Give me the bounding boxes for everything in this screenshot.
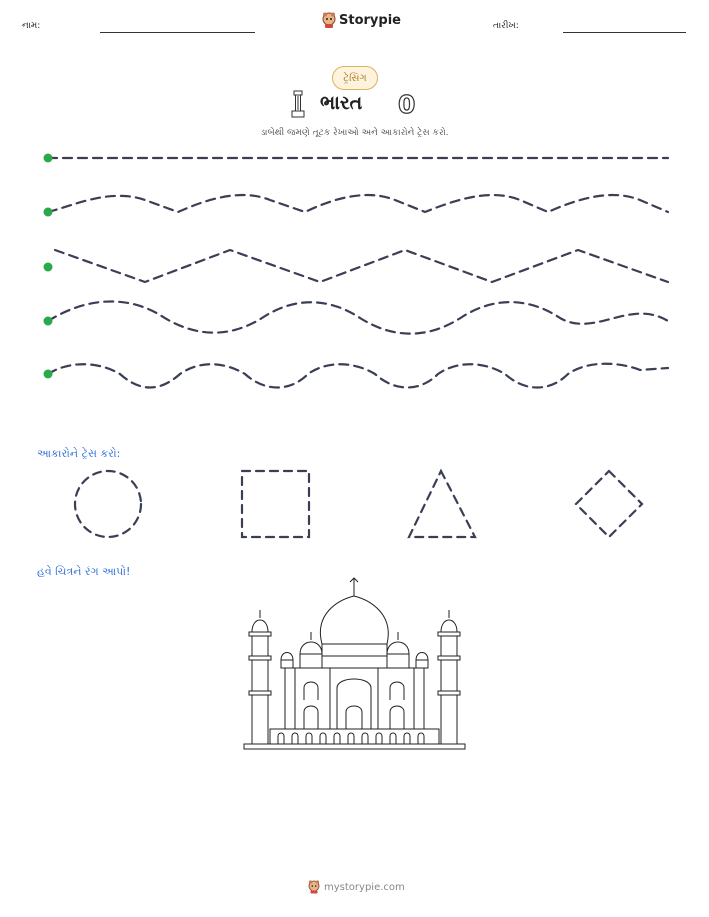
date-label: તારીખ: xyxy=(493,21,519,31)
footer xyxy=(308,880,405,894)
taj-mahal-illustration[interactable] xyxy=(244,578,465,749)
tracing-badge: ટ્રેસિંગ xyxy=(332,66,378,90)
trace-letter: 0 xyxy=(398,90,416,119)
footer-mascot-icon xyxy=(308,880,320,894)
name-label: નામ: xyxy=(22,21,41,31)
shapes-section-title: આકારોને ટ્રેસ કરો: xyxy=(37,447,121,460)
brand-name: Storypie xyxy=(339,12,401,28)
instruction-text: ડાબેથી જમણે તૂટક રેખાઓ અને આકારોને ટ્રેસ કરો. xyxy=(260,128,449,138)
coloring-section-title: હવે ચિત્રને રંગ આપો! xyxy=(37,565,131,578)
page-title: ભારત xyxy=(320,92,363,114)
footer-url[interactable]: mystorypie.com xyxy=(324,881,405,893)
